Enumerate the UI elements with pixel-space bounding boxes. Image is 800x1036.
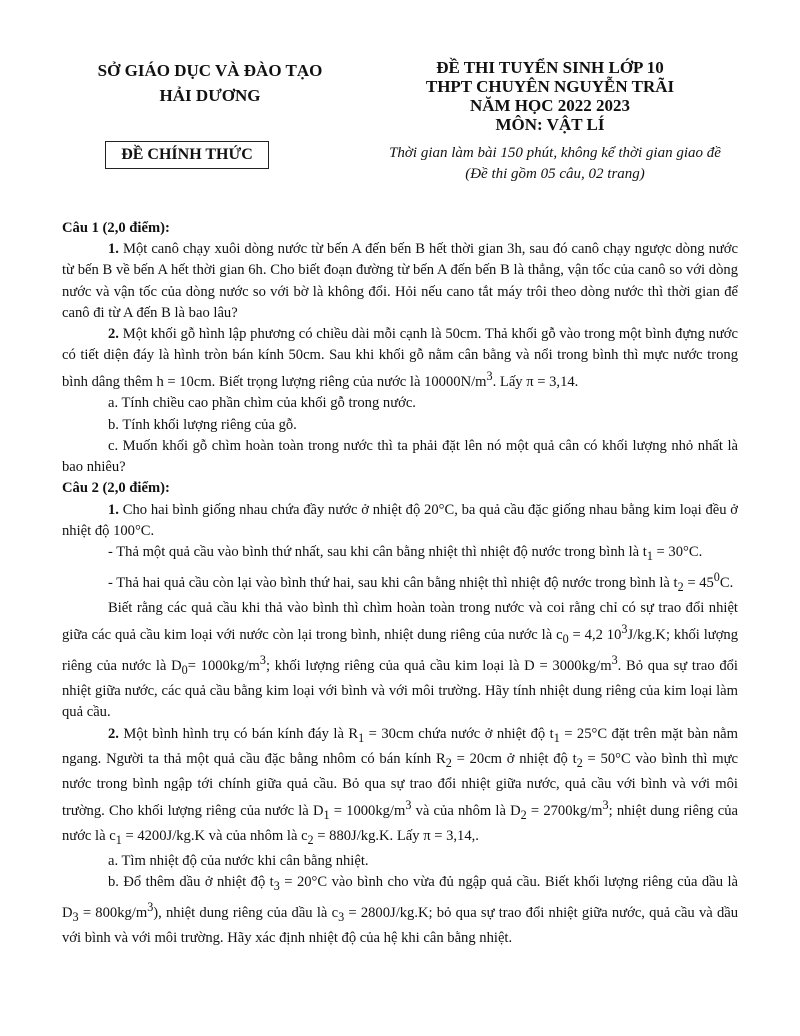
question-2-title: Câu 2 (2,0 điểm):	[62, 480, 170, 497]
question-2-item-b: b. Đổ thêm dầu ở nhiệt độ $t_3 = 20^\circ C$ vào bình cho vừa đủ ngập quả cầu. Biết khối lượng riêng của dầu là $D_3 = 800kg/m^3$), nhiệt dung riêng của dầu là $c_3 = 2800J/kg.K$; bỏ qua sự trao đổi nhiệt giữa nước, quả cầu và dầu với bình và với môi trường. Hãy xác định nhiệt độ của hệ khi cân bằng nhiệt.	[62, 874, 739, 947]
subject: MÔN: VẬT LÍ	[495, 115, 605, 134]
department-name: SỞ GIÁO DỤC VÀ ĐÀO TẠO	[97, 61, 323, 80]
official-stamp: ĐỀ CHÍNH THỨC	[105, 141, 269, 169]
question-2-item-a: a. Tìm nhiệt độ của nước khi cân bằng nhiệt.	[108, 853, 369, 870]
exam-body	[62, 218, 738, 950]
question-1-item-b: b. Tính khối lượng riêng của gỗ.	[108, 416, 297, 433]
question-1-title: Câu 1 (2,0 điểm):	[62, 220, 170, 236]
school-year: NĂM HỌC 2022 2023	[469, 96, 631, 115]
page-count: (Đề thi gồm 05 câu, 02 trang)	[465, 166, 645, 182]
province-name: HẢI DƯƠNG	[159, 86, 261, 105]
department-header	[60, 58, 360, 108]
question-1-part-1: 1. Một canô chạy xuôi dòng nước từ bến A đến bến B hết thời gian 3h, sau đó canô chạy ngược dòng nước từ bến B về bến A hết thời gian 6h. Cho biết đoạn đường từ bến A đến bến B là thẳng, vận tốc của canô so với dòng nước và vận tốc của dòng nước so với bờ là không đổi. Hỏi nếu cano tắt máy trôi theo dòng nước thì thời gian để canô đi từ A đến B là bao lâu?	[62, 241, 738, 321]
exam-header	[330, 58, 770, 134]
question-2-step-2: - Thả hai quả cầu còn lại vào bình thứ hai, sau khi cân bằng nhiệt thì nhiệt độ nước trong bình là $t_2 = 45^0C$.	[108, 570, 734, 594]
question-1-item-a: a. Tính chiều cao phần chìm của khối gỗ trong nước.	[108, 395, 416, 412]
question-2-given: Biết rằng các quả cầu khi thả vào bình thì chìm hoàn toàn trong nước và coi rằng chỉ có sự trao đổi nhiệt giữa các quả cầu kim loại với nước còn lại trong bình, nhiệt dung riêng của nước là $c_0 = 4,2$ $10^3J/kg.K$; khối lượng riêng của nước là $D_0= 1000kg/m^3$; khối lượng riêng của quả cầu kim loại là $D = 3000kg/m^3$. Bỏ qua sự trao đổi nhiệt giữa nước, các quả cầu bằng kim loại với bình và với môi trường. Hãy tính nhiệt dung riêng của kim loại làm quả cầu.	[62, 599, 739, 721]
question-2-part-2: 2. Một bình hình trụ có bán kính đáy là $R_1 = 30cm$ chứa nước ở nhiệt độ $t_1 = 25^\circ C$ đặt trên mặt bàn nằm ngang. Người ta thả một quả cầu đặc bằng nhôm có bán kính $R_2 = 20cm$ ở nhiệt độ $t_2 = 50^\circ C$ vào bình thì mực nước trong bình ngập tới chính giữa quả cầu. Bỏ qua sự trao đổi nhiệt giữa nước, quả cầu với bình và với môi trường. Cho khối lượng riêng của nước là $D_1 = 1000kg/m^3$ và của nhôm là $D_2 = 2700kg/m^3$; nhiệt dung riêng của nước là $c_1 = 4200J/kg.K$ và của nhôm là $c_2 = 880J/kg.K$. Lấy π = 3,14,.	[62, 725, 738, 847]
question-1-item-c: c. Muốn khối gỗ chìm hoàn toàn trong nước thì ta phải đặt lên nó một quả cân có khối lượng nhỏ nhất là bao nhiêu?	[62, 437, 738, 476]
time-limit: Thời gian làm bài 150 phút, không kể thời gian giao đề	[389, 145, 721, 161]
school-name: THPT CHUYÊN NGUYỄN TRÃI	[425, 77, 675, 96]
question-2-step-1: - Thả một quả cầu vào bình thứ nhất, sau khi cân bằng nhiệt thì nhiệt độ nước trong bình là $t_1 = 30^\circ C$.	[108, 543, 703, 563]
question-2-part-1: 1. Cho hai bình giống nhau chứa đầy nước ở nhiệt độ 20°C, ba quả cầu đặc giống nhau bằng kim loại đều ở nhiệt độ 100°C.	[62, 501, 738, 539]
question-1-part-2: 2. Một khối gỗ hình lập phương có chiều dài mỗi cạnh là 50cm. Thả khối gỗ vào trong một bình đựng nước có tiết diện đáy là hình tròn bán kính 50cm. Sau khi khối gỗ nằm cân bằng và nổi trong bình thì mực nước trong bình dâng thêm h = 10cm. Biết trọng lượng riêng của nước là $10000N/m^3$. Lấy π = 3,14.	[62, 326, 738, 391]
exam-title: ĐỀ THI TUYỂN SINH LỚP 10	[436, 58, 664, 77]
time-note	[335, 143, 775, 185]
